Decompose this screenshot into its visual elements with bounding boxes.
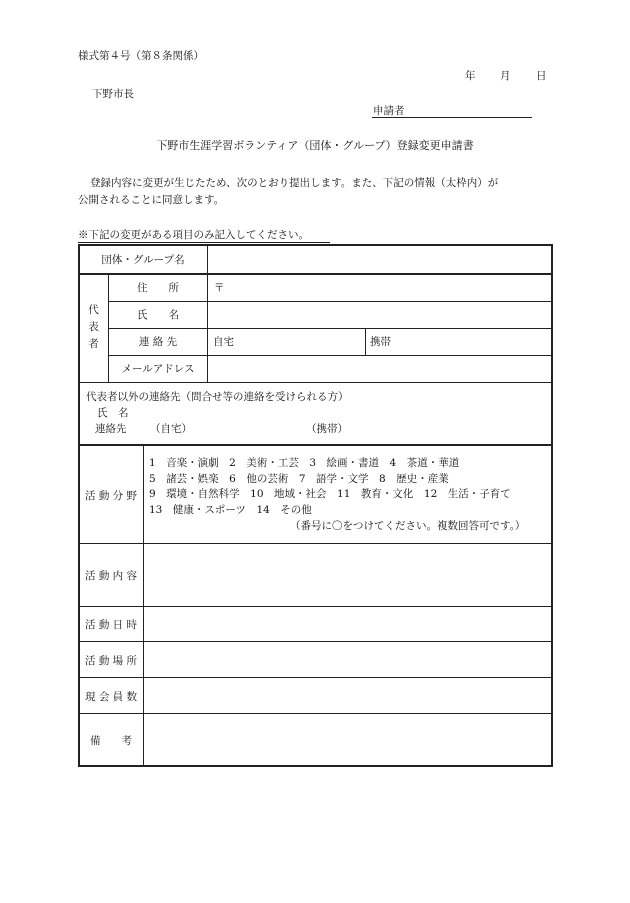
activity-field-line: 13 健康・スポーツ 14 その他 — [149, 503, 312, 516]
activity-place-label: 活 動 場 所 — [84, 655, 137, 667]
row-line — [78, 382, 553, 383]
intro-line-2: 公開されることに同意します。 — [78, 194, 225, 206]
activity-field-line: 9 環境・自然科学 10 地域・社会 11 教育・文化 12 生活・子育て — [149, 488, 511, 500]
intro-line-1: 登録内容に変更が生じたため、次のとおり提出します。また、下記の情報（太枠内）が — [90, 177, 499, 189]
date-day: 日 — [536, 70, 547, 82]
contact-label: 連 絡 先 — [138, 336, 178, 348]
home-phone-label: 自宅 — [213, 336, 234, 348]
representative-label: 代 表 者 — [88, 304, 99, 350]
col-line — [207, 245, 208, 382]
name-field[interactable] — [210, 303, 548, 326]
col-line — [365, 328, 366, 355]
member-count-label: 現 会 員 数 — [84, 691, 137, 703]
postal-mark: 〒 — [214, 282, 225, 294]
other-contact-title: 代表者以外の連絡先（問合せ等の連絡を受けられる方） — [86, 391, 349, 403]
table-border-bottom — [78, 765, 553, 767]
date-month: 月 — [500, 70, 511, 82]
row-line — [78, 444, 553, 446]
activity-datetime-field[interactable] — [146, 609, 549, 639]
applicant-underline — [372, 117, 532, 118]
remarks-label: 備 考 — [90, 735, 132, 747]
note-text: ※下記の変更がある項目のみ記入してください。 — [78, 229, 309, 241]
activity-content-field[interactable] — [146, 546, 549, 604]
addressee: 下野市長 — [92, 88, 134, 100]
applicant-label: 申請者 — [373, 105, 405, 117]
date-year: 年 — [465, 70, 476, 82]
table-border-top — [78, 244, 553, 246]
activity-field-line: 5 諸芸・娯楽 6 他の芸術 7 語学・文学 8 歴史・産業 — [149, 472, 449, 485]
member-count-field[interactable] — [146, 680, 549, 711]
row-line — [78, 641, 553, 642]
row-line — [108, 355, 552, 356]
table-border-right — [551, 244, 553, 767]
address-field[interactable] — [228, 275, 548, 299]
form-number: 様式第４号（第８条関係） — [78, 50, 204, 62]
mobile-phone-label: 携帯 — [370, 336, 391, 348]
other-contact-name-label: 氏 名 — [97, 407, 129, 419]
col-line — [143, 445, 144, 765]
address-label: 住 所 — [137, 282, 179, 294]
row-line — [108, 301, 552, 302]
group-name-label: 団体・グループ名 — [101, 254, 185, 266]
email-label: メールアドレス — [121, 363, 195, 375]
name-label: 氏 名 — [137, 309, 179, 321]
email-field[interactable] — [210, 357, 548, 380]
remarks-field[interactable] — [146, 716, 549, 763]
activity-field-line: 1 音楽・演劇 2 美術・工芸 3 絵画・書道 4 茶道・華道 — [149, 457, 460, 469]
activity-field-label: 活 動 分 野 — [84, 490, 137, 502]
other-contact-mobile-label: （携帯） — [306, 423, 348, 435]
row-line — [108, 328, 552, 329]
activity-content-label: 活 動 内 容 — [84, 570, 137, 582]
activity-datetime-label: 活 動 日 時 — [84, 619, 137, 631]
other-contact-contact-label: 連絡先 — [95, 423, 127, 435]
row-line — [78, 606, 553, 607]
row-line — [78, 677, 553, 678]
group-name-field[interactable] — [210, 247, 548, 271]
row-line — [78, 543, 553, 544]
activity-field-list — [149, 456, 511, 518]
activity-field-note: （番号に〇をつけてください。複数回答可です。） — [290, 520, 526, 532]
page-title: 下野市生涯学習ボランティア（団体・グループ）登録変更申請書 — [156, 139, 474, 152]
other-contact-home-label: （自宅） — [150, 423, 192, 435]
row-line — [78, 713, 553, 714]
note-underline — [78, 242, 330, 243]
activity-place-field[interactable] — [146, 644, 549, 675]
